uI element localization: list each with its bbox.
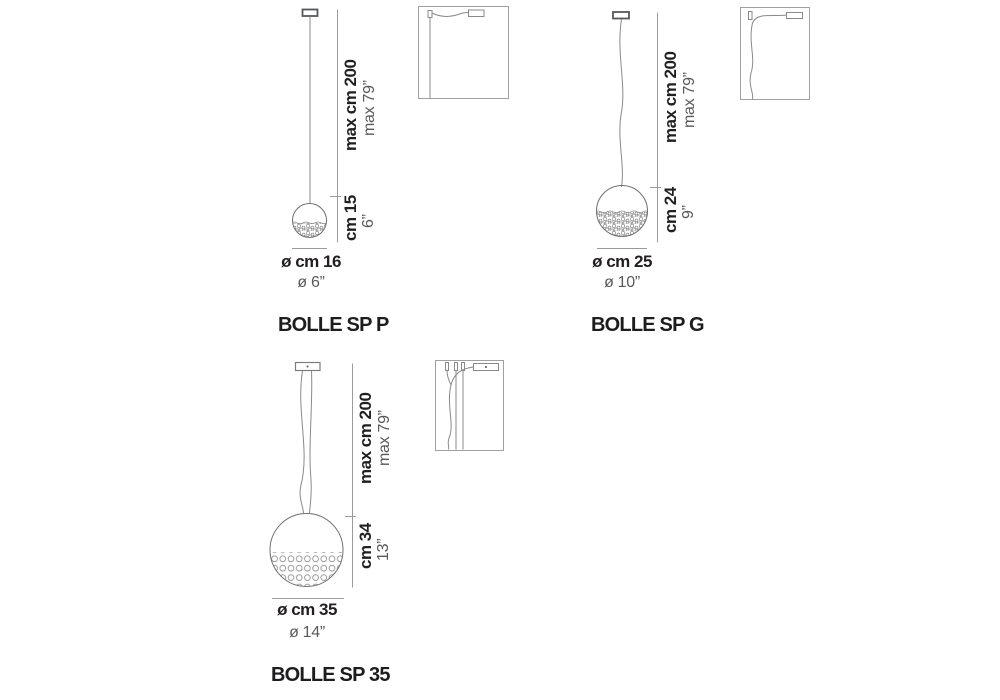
max-drop-cm-label: max cm 200 xyxy=(661,51,680,143)
suspension-cable xyxy=(620,19,623,187)
figure-bolle-sp-g xyxy=(595,8,810,249)
diameter-cm-label: ø cm 35 xyxy=(277,600,337,619)
diameter-cm-label: ø cm 25 xyxy=(592,252,652,271)
sphere-ring-band xyxy=(268,552,345,587)
figure-bolle-sp-p xyxy=(291,7,509,249)
inset-frame xyxy=(436,361,504,451)
diameter-in-label: ø 10” xyxy=(604,274,640,291)
max-drop-in-label: max 79” xyxy=(376,410,393,466)
diameter-cm-label: ø cm 16 xyxy=(281,252,341,271)
ceiling-canopy xyxy=(303,10,318,17)
sphere-bubble-fill xyxy=(595,211,649,238)
dimension-line xyxy=(330,10,341,243)
ceiling-detail-inset xyxy=(436,361,504,451)
suspension-cable-right xyxy=(310,371,312,513)
max-drop-in-label: max 79” xyxy=(361,80,378,136)
ceiling-canopy xyxy=(613,12,629,19)
diffuser-height-cm-label: cm 24 xyxy=(661,187,680,233)
ceiling-detail-inset xyxy=(741,8,810,100)
inset-canopy-screw xyxy=(485,366,487,368)
dimension-line xyxy=(345,364,356,588)
diameter-in-label: ø 6” xyxy=(297,274,325,291)
diffuser-height-cm-label: cm 15 xyxy=(341,195,360,241)
max-drop-in-label: max 79” xyxy=(681,72,698,128)
suspension-cable-left xyxy=(300,371,304,513)
product-title: BOLLE SP G xyxy=(591,314,704,336)
canopy-screw xyxy=(307,366,309,368)
inset-frame xyxy=(419,7,509,99)
diffuser-height-in-label: 13” xyxy=(375,538,392,562)
product-title: BOLLE SP P xyxy=(278,314,389,336)
diffuser-height-in-label: 6” xyxy=(360,214,377,228)
sphere-bubble-fill xyxy=(291,222,333,239)
diffuser-height-in-label: 9” xyxy=(680,205,697,219)
diameter-in-label: ø 14” xyxy=(289,624,325,641)
ceiling-detail-inset xyxy=(419,7,509,99)
product-title: BOLLE SP 35 xyxy=(271,664,390,686)
dimension-line xyxy=(650,13,661,243)
diffuser-height-cm-label: cm 34 xyxy=(356,523,375,569)
max-drop-cm-label: max cm 200 xyxy=(356,392,375,484)
max-drop-cm-label: max cm 200 xyxy=(341,59,360,151)
